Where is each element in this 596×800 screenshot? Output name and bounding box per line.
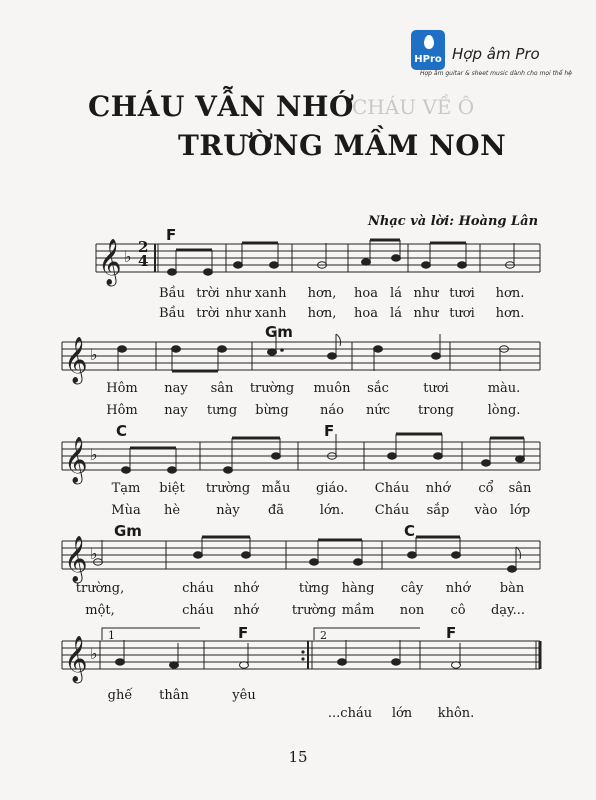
lyric-syllable: Cháu	[374, 481, 410, 496]
treble-clef-icon: 𝄞	[98, 239, 122, 285]
time-signature	[138, 240, 148, 268]
lyric-syllable: bừng	[255, 403, 289, 418]
lyric-syllable: nhớ	[425, 481, 451, 496]
volta-2: 2	[320, 629, 327, 642]
chord-symbol: F	[166, 226, 177, 244]
lyric-syllable: trường	[205, 481, 251, 496]
lyric-syllable: trường,	[75, 581, 125, 596]
lyric-syllable: này	[216, 503, 240, 518]
lyric-syllable: nức	[365, 403, 391, 418]
svg-text:♭: ♭	[90, 544, 98, 563]
lyric-syllable: bàn	[499, 581, 525, 596]
page-number: 15	[288, 748, 308, 766]
time-signature-top: 2	[138, 238, 149, 256]
svg-text:𝄞: 𝄞	[64, 636, 88, 682]
lyric-syllable: sân	[508, 481, 532, 496]
lyric-syllable: non	[399, 603, 425, 618]
lyric-syllable: Bầu	[159, 306, 185, 321]
svg-text:♭: ♭	[90, 345, 98, 364]
lyric-syllable: yêu	[232, 688, 256, 703]
lyric-syllable: cây	[400, 581, 424, 596]
lyric-syllable: khôn.	[437, 706, 475, 721]
lyric-syllable: hàng	[341, 581, 375, 596]
lyric-syllable: màu.	[487, 381, 521, 396]
lyric-syllable: nhớ	[233, 581, 259, 596]
chord-symbol: F	[446, 624, 457, 642]
composer-credit: Nhạc và lời: Hoàng Lân	[368, 214, 539, 229]
lyric-syllable: hơn.	[495, 306, 525, 321]
svg-text:𝄞: 𝄞	[64, 536, 88, 582]
lyric-syllable: một,	[85, 603, 115, 618]
lyric-syllable: hè	[163, 503, 181, 518]
page-title-line-2: TRƯỜNG MẦM NON	[178, 129, 507, 162]
lyric-syllable: sân	[210, 381, 234, 396]
lyric-syllable: như	[413, 286, 439, 301]
lyric-syllable: náo	[320, 403, 344, 418]
lyric-syllable: nhớ	[233, 603, 259, 618]
lyric-syllable: sắp	[426, 503, 450, 518]
lyric-syllable: vào	[474, 503, 498, 518]
lyric-syllable: hơn.	[495, 286, 525, 301]
lyric-syllable: lớn.	[319, 503, 345, 518]
lyric-syllable: Tạm	[111, 481, 141, 496]
lyric-syllable: như xanh	[225, 286, 287, 301]
lyric-syllable: ...cháu	[327, 706, 373, 721]
chord-symbol: C	[404, 522, 416, 540]
chord-symbol: C	[116, 422, 128, 440]
time-signature-bottom: 4	[138, 252, 149, 270]
lyric-syllable: Mùa	[111, 503, 141, 518]
lyric-syllable: biệt	[159, 481, 185, 496]
flat-sign-icon: ♭	[124, 247, 132, 266]
svg-text:𝄞: 𝄞	[64, 437, 88, 483]
lyric-syllable: mầm	[341, 603, 375, 618]
lyric-syllable: trường	[249, 381, 295, 396]
lyric-syllable: như xanh	[225, 306, 287, 321]
lyric-syllable: lớn	[391, 706, 413, 721]
lyric-syllable: nhớ	[445, 581, 471, 596]
lyric-syllable: cháu	[182, 603, 214, 618]
brand-name: Hợp âm Pro	[452, 45, 540, 63]
lyric-syllable: trường	[291, 603, 337, 618]
svg-text:♭: ♭	[90, 644, 98, 663]
lyric-syllable: hơn,	[307, 306, 337, 321]
lyric-syllable: hoa	[354, 306, 378, 321]
lyric-syllable: Hôm	[106, 403, 138, 418]
lyric-syllable: từng	[298, 581, 330, 596]
lyric-syllable: tươi	[449, 286, 475, 301]
lyric-syllable: cổ	[478, 481, 494, 496]
lyric-syllable: sắc	[367, 381, 389, 396]
lyric-syllable: giáo.	[316, 481, 348, 496]
chord-symbol: Gm	[114, 522, 142, 540]
svg-text:𝄞: 𝄞	[64, 337, 88, 383]
lyric-syllable: trời	[196, 286, 220, 301]
lyric-syllable: nay	[164, 403, 188, 418]
brand-logo-text: HPro	[414, 54, 442, 65]
page-title-line-1: CHÁU VẪN NHỚ	[88, 90, 354, 123]
lyric-syllable: nay	[164, 381, 188, 396]
lyric-syllable: tưng	[206, 403, 238, 418]
lyric-syllable: như	[413, 306, 439, 321]
lyric-syllable: đã	[267, 503, 285, 518]
lyric-syllable: lớp	[509, 503, 531, 518]
lyric-syllable: muôn	[313, 381, 351, 396]
lyric-syllable: cháu	[182, 581, 214, 596]
brand-tagline: Hợp âm guitar & sheet music dành cho mọi thể hệ	[420, 70, 572, 77]
lyric-syllable: trong	[418, 403, 454, 418]
lyric-syllable: hơn,	[307, 286, 337, 301]
lyric-syllable: ghế	[107, 688, 133, 703]
svg-text:♭: ♭	[90, 445, 98, 464]
lyric-syllable: lòng.	[487, 403, 521, 418]
lyric-syllable: trời	[196, 306, 220, 321]
repeat-sign-icon	[301, 650, 304, 653]
lyric-syllable: Hôm	[106, 381, 138, 396]
chord-symbol: F	[324, 422, 335, 440]
lyric-syllable: cô	[450, 603, 466, 618]
lyric-syllable: tươi	[423, 381, 449, 396]
lyric-syllable: hoa	[354, 286, 378, 301]
lyric-syllable: mẫu	[261, 481, 291, 496]
lyric-syllable: dạy...	[490, 603, 526, 618]
lyric-syllable: lá	[390, 306, 402, 321]
lyric-syllable: lá	[390, 286, 402, 301]
show-through-decoration: CHÁU VỀ Ô	[352, 95, 475, 119]
lyric-syllable: Cháu	[374, 503, 410, 518]
lyric-syllable: Bầu	[159, 286, 185, 301]
chord-symbol: Gm	[265, 323, 293, 341]
chord-symbol: F	[238, 624, 249, 642]
volta-1: 1	[108, 629, 115, 642]
lyric-syllable: thân	[159, 688, 189, 703]
lyric-syllable: tươi	[449, 306, 475, 321]
